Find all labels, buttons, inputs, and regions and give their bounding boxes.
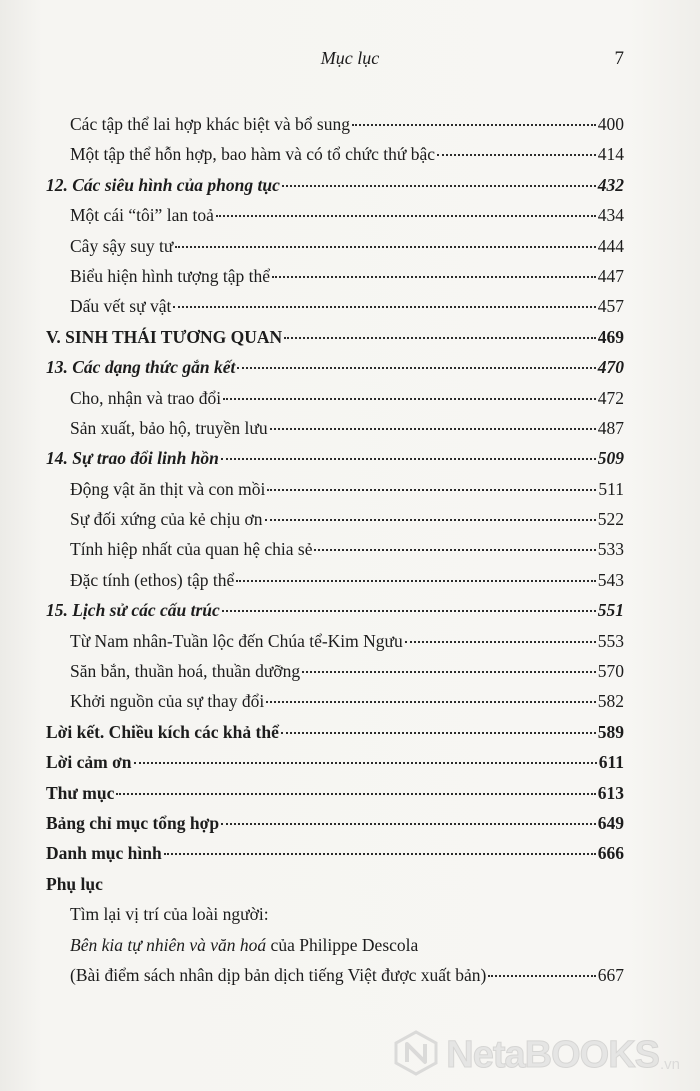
toc-entry [46,691,624,721]
toc-entry [46,205,624,235]
dot-leader [266,701,596,703]
dot-leader [221,458,596,460]
toc-back-matter-title: Lời kết. Chiều kích các khả thể [46,721,279,742]
toc-chapter [46,448,624,478]
toc-back-matter-title: Danh mục hình [46,843,162,864]
appendix-heading-title: Phụ lục [46,873,103,894]
toc-entry-page: 553 [597,630,624,651]
toc-entry-title: Sản xuất, bảo hộ, truyền lưu [70,417,268,438]
toc-part-title: V. SINH THÁI TƯƠNG QUAN [46,326,283,347]
toc-entry-page: 543 [597,569,624,590]
appendix-book-title: Bên kia tự nhiên và văn hoá [70,934,267,955]
toc-back-matter-page: 589 [597,721,624,742]
toc-entry-title: Biểu hiện hình tượng tập thể [70,265,271,286]
dot-leader [282,185,596,187]
toc-entry-title: Sự đối xứng của kẻ chịu ơn [70,509,263,530]
dot-leader [164,853,596,855]
toc-entry-title: Các tập thể lai hợp khác biệt và bổ sung [70,114,350,134]
toc-entry-title: Từ Nam nhân-Tuần lộc đến Chúa tể-Kim Ngưu [70,630,403,651]
toc-entry-page: 570 [597,661,624,682]
dot-leader [437,154,596,156]
toc-entry-title: Khởi nguồn của sự thay đổi [70,691,265,712]
toc-entry [46,509,624,539]
toc-entry-page: 447 [597,265,624,286]
dot-leader [352,124,596,126]
toc-back-matter-page: 613 [597,782,624,803]
appendix-entry-title: (Bài điểm sách nhân dịp bản dịch tiếng Việt được xuất bản) [70,964,487,985]
toc-back-matter [46,813,624,843]
toc-entry-page: 511 [598,478,624,499]
page-number: 7 [614,48,624,69]
toc-entry [46,114,624,144]
toc-entry-title: Cho, nhận và trao đổi [70,387,222,408]
toc-entry [46,631,624,661]
appendix-line [46,935,624,965]
toc-chapter-page: 432 [597,174,624,195]
dot-leader [222,610,596,612]
toc-entry [46,539,624,569]
dot-leader [302,671,596,673]
dot-leader [134,762,597,764]
toc-back-matter-title: Bảng chỉ mục tổng hợp [46,812,220,833]
toc-entry-page: 400 [597,114,624,134]
toc-entry [46,236,624,266]
toc-chapter-title: 14. Sự trao đổi linh hồn [46,448,219,469]
dot-leader [236,580,595,582]
dot-leader [216,215,596,217]
dot-leader [281,732,596,734]
toc-back-matter [46,722,624,752]
toc-entry-page: 414 [597,144,624,165]
toc-entry-title: Đặc tính (ethos) tập thể [70,569,235,590]
dot-leader [284,337,596,339]
toc-entry-title: Một tập thể hỗn hợp, bao hàm và có tổ chức thứ bậc [70,144,436,165]
toc-entry-title: Cây sậy suy tư [70,235,174,256]
toc-entry [46,296,624,326]
dot-leader [223,398,596,400]
appendix-book-author: của Philippe Descola [266,934,419,955]
toc-entry-title: Dấu vết sự vật [70,296,172,317]
appendix-entry [46,965,624,995]
dot-leader [405,641,596,643]
toc-part-page: 469 [597,326,624,347]
toc-entry-page: 522 [597,509,624,530]
toc-back-matter [46,752,624,782]
appendix-entry-page: 667 [597,964,624,985]
toc-entry-title: Động vật ăn thịt và con mồi [70,478,266,499]
dot-leader [221,823,596,825]
dot-leader [314,549,595,551]
appendix-heading [46,874,624,904]
toc-entry-title: Tính hiệp nhất của quan hệ chia sẻ [70,539,313,560]
toc-entry [46,418,624,448]
netabooks-logo-icon [392,1029,440,1077]
toc-chapter [46,357,624,387]
table-of-contents [46,114,624,995]
watermark-suffix: .vn [659,1056,680,1073]
toc-back-matter-title: Lời cảm ơn [46,752,132,773]
toc-back-matter [46,783,624,813]
toc-entry-page: 487 [597,417,624,438]
toc-entry-page: 582 [597,691,624,712]
toc-chapter [46,600,624,630]
toc-chapter-title: 15. Lịch sử các cấu trúc [46,600,220,621]
toc-entry [46,479,624,509]
toc-entry [46,661,624,691]
toc-chapter-title: 13. Các dạng thức gắn kết [46,357,236,378]
toc-back-matter [46,843,624,873]
toc-chapter-page: 551 [597,600,624,621]
dot-leader [272,276,596,278]
watermark-brand: NetaBOOKS [446,1034,659,1076]
toc-entry [46,144,624,174]
dot-leader [270,428,596,430]
page-header [0,48,700,72]
toc-chapter-page: 509 [597,448,624,469]
dot-leader [267,489,596,491]
dot-leader [265,519,596,521]
dot-leader [237,367,595,369]
toc-back-matter-page: 666 [597,843,624,864]
toc-entry-page: 457 [597,296,624,317]
toc-entry-title: Săn bắn, thuần hoá, thuần dưỡng [70,661,301,682]
appendix-line: Tìm lại vị trí của loài người: [70,904,269,925]
toc-back-matter-page: 611 [598,752,624,773]
toc-entry [46,570,624,600]
toc-entry-page: 434 [597,205,624,226]
toc-entry-page: 533 [597,539,624,560]
watermark [392,1029,680,1077]
toc-entry-page: 444 [597,235,624,256]
dot-leader [488,975,595,977]
toc-entry [46,266,624,296]
dot-leader [116,793,595,795]
dot-leader [173,306,595,308]
toc-chapter-page: 470 [597,357,624,378]
toc-back-matter-title: Thư mục [46,782,115,803]
toc-part [46,327,624,357]
running-title: Mục lục [320,48,380,68]
dot-leader [175,246,595,248]
toc-entry-title: Một cái “tôi” lan toả [70,205,214,226]
toc-entry [46,388,624,418]
toc-chapter [46,175,624,205]
toc-chapter-title: 12. Các siêu hình của phong tục [46,174,280,195]
toc-back-matter-page: 649 [597,812,624,833]
toc-entry-page: 472 [597,387,624,408]
